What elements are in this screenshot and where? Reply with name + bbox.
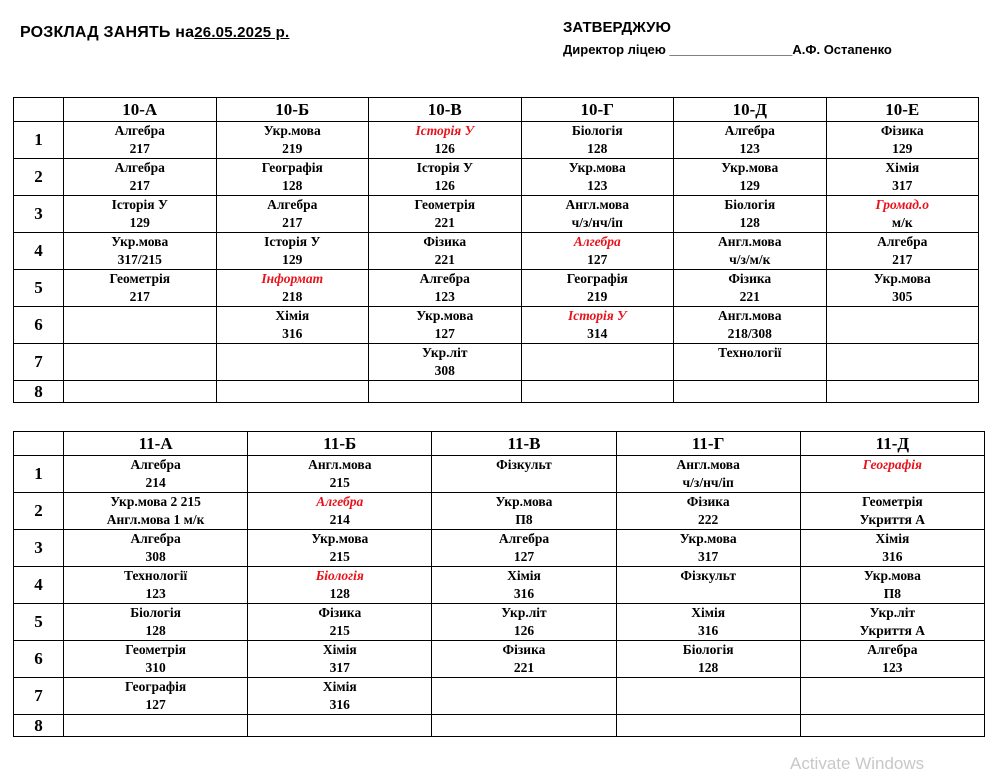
subject-name: Англ.мова — [676, 457, 740, 472]
subject-name: Хімія — [691, 605, 726, 620]
lesson-cell — [521, 307, 674, 344]
subject-name: Громад.о — [875, 197, 930, 212]
lesson-cell — [64, 641, 248, 678]
director-line — [563, 42, 892, 57]
lesson-cell — [674, 381, 827, 403]
subject-name: Хімія — [322, 642, 357, 657]
lesson-cell — [64, 715, 248, 737]
lesson-cell — [800, 530, 984, 567]
lesson-cell — [521, 196, 674, 233]
subject-name: Алгебра — [316, 494, 364, 509]
lesson-cell — [521, 381, 674, 403]
lesson-number: 5 — [14, 604, 64, 641]
lesson-cell — [432, 493, 616, 530]
approval-block — [563, 19, 892, 57]
room-number: 217 — [892, 252, 913, 267]
lesson-cell — [248, 567, 432, 604]
table-row — [14, 196, 979, 233]
lesson-cell — [826, 344, 979, 381]
lesson-cell — [432, 604, 616, 641]
subject-name: Фізика — [423, 234, 467, 249]
lesson-cell — [800, 456, 984, 493]
subject-name: Геометрія — [109, 271, 171, 286]
lesson-cell — [216, 122, 369, 159]
subject-name: Укр.мова 2 215 — [110, 494, 201, 509]
subject-name: Укр.літ — [869, 605, 916, 620]
schedule-table-10 — [13, 97, 979, 403]
director-name: А.Ф. Остапенко — [792, 42, 892, 57]
lesson-cell — [616, 715, 800, 737]
subject-name: Біологія — [682, 642, 734, 657]
room-number: 316 — [329, 697, 350, 712]
room-number: 214 — [329, 512, 350, 527]
class-header: 11-Д — [800, 432, 984, 456]
schedule-title — [20, 24, 289, 42]
table-row — [14, 530, 985, 567]
room-number: Укриття А — [859, 512, 926, 527]
subject-name: Географія — [566, 271, 628, 286]
class-header: 11-Г — [616, 432, 800, 456]
activation-watermark: Activate Windows — [790, 754, 925, 773]
subject-name: Укр.літ — [422, 345, 468, 360]
lesson-number: 1 — [14, 122, 64, 159]
room-number: 129 — [282, 252, 303, 267]
subject-name: Геометрія — [862, 494, 923, 509]
subject-name: Алгебра — [419, 271, 470, 286]
room-number: 123 — [587, 178, 608, 193]
lesson-cell — [64, 493, 248, 530]
lesson-cell — [248, 641, 432, 678]
subject-name: Біологія — [571, 123, 623, 138]
room-number: П8 — [883, 586, 901, 601]
lesson-cell — [248, 604, 432, 641]
lesson-cell — [616, 604, 800, 641]
subject-name: Алгебра — [130, 531, 181, 546]
room-number: 126 — [434, 141, 455, 156]
class-header: 10-Д — [674, 98, 827, 122]
table-body — [14, 122, 979, 403]
class-header: 11-А — [64, 432, 248, 456]
table-row — [14, 567, 985, 604]
lesson-cell — [64, 381, 217, 403]
lesson-cell — [248, 678, 432, 715]
lesson-cell — [674, 233, 827, 270]
lesson-cell — [432, 641, 616, 678]
lesson-cell — [616, 456, 800, 493]
subject-name: Технології — [718, 345, 782, 360]
room-number: 128 — [329, 586, 350, 601]
lesson-number: 4 — [14, 567, 64, 604]
subject-name: Історія У — [415, 123, 475, 138]
room-number: 305 — [892, 289, 913, 304]
table-header-row — [14, 432, 985, 456]
lesson-cell — [64, 122, 217, 159]
table-row — [14, 122, 979, 159]
subject-name: Укр.літ — [501, 605, 547, 620]
class-header: 11-Б — [248, 432, 432, 456]
subject-name: Англ.мова — [718, 234, 782, 249]
lesson-cell — [216, 344, 369, 381]
lesson-cell — [369, 196, 522, 233]
subject-name: Алгебра — [877, 234, 928, 249]
table-body — [14, 456, 985, 737]
room-number: ч/з/нч/іп — [682, 475, 734, 490]
room-number: 317 — [329, 660, 350, 675]
subject-name: Історія У — [416, 160, 473, 175]
subject-name: Алгебра — [114, 123, 165, 138]
lesson-cell — [674, 196, 827, 233]
room-number: 215 — [329, 549, 350, 564]
director-label: Директор ліцею — [563, 42, 666, 57]
room-number: 126 — [434, 178, 455, 193]
lesson-cell — [216, 159, 369, 196]
room-number: 129 — [739, 178, 760, 193]
room-number: 217 — [129, 289, 150, 304]
room-number: 308 — [145, 549, 166, 564]
room-number: 128 — [739, 215, 760, 230]
room-number: П8 — [515, 512, 533, 527]
lesson-cell — [800, 641, 984, 678]
subject-name: Алгебра — [867, 642, 918, 657]
room-number: 317/215 — [117, 252, 162, 267]
lesson-number: 3 — [14, 530, 64, 567]
lesson-cell — [616, 678, 800, 715]
class-header: 10-А — [64, 98, 217, 122]
lesson-cell — [800, 567, 984, 604]
class-header: 10-Б — [216, 98, 369, 122]
lesson-number: 6 — [14, 641, 64, 678]
lesson-cell — [64, 307, 217, 344]
lesson-cell — [369, 381, 522, 403]
subject-name: Хімія — [507, 568, 541, 583]
room-number: 316 — [513, 586, 535, 601]
table-row — [14, 381, 979, 403]
subject-name: Географія — [862, 457, 922, 472]
room-number: 123 — [882, 660, 903, 675]
lesson-cell — [826, 381, 979, 403]
room-number: м/к — [891, 215, 913, 230]
lesson-cell — [800, 678, 984, 715]
room-number: 218 — [282, 289, 303, 304]
lesson-cell — [521, 270, 674, 307]
lesson-cell — [369, 159, 522, 196]
table-header-row — [14, 98, 979, 122]
table-row — [14, 456, 985, 493]
lesson-cell — [826, 233, 979, 270]
subject-name: Фізика — [502, 642, 546, 657]
lesson-cell — [64, 604, 248, 641]
signature-line: _________________ — [669, 42, 793, 57]
room-number: 128 — [587, 141, 608, 156]
room-number: 129 — [892, 141, 913, 156]
subject-name: Алгебра — [267, 197, 318, 212]
subject-name: Англ.мова — [308, 457, 372, 472]
subject-name: Фізика — [728, 271, 772, 286]
room-number: Англ.мова 1 м/к — [106, 512, 205, 527]
lesson-cell — [826, 270, 979, 307]
lesson-cell — [826, 307, 979, 344]
lesson-cell — [369, 270, 522, 307]
lesson-cell — [616, 493, 800, 530]
lesson-number: 7 — [14, 678, 64, 715]
lesson-cell — [64, 344, 217, 381]
room-number: 217 — [129, 178, 150, 193]
subject-name: Алгебра — [114, 160, 165, 175]
room-number: 127 — [434, 326, 455, 341]
lesson-cell — [432, 530, 616, 567]
room-number: 314 — [587, 326, 608, 341]
subject-name: Хімія — [275, 308, 310, 323]
subject-name: Географія — [125, 679, 187, 694]
subject-name: Фізика — [318, 605, 362, 620]
subject-name: Біологія — [130, 605, 181, 620]
subject-name: Англ.мова — [565, 197, 629, 212]
room-number: 308 — [434, 363, 455, 378]
room-number: 219 — [282, 141, 303, 156]
lesson-number: 1 — [14, 456, 64, 493]
lesson-cell — [800, 715, 984, 737]
room-number: 217 — [282, 215, 303, 230]
schedule-date: 26.05.2025 р. — [194, 24, 290, 41]
title-prefix: РОЗКЛАД ЗАНЯТЬ на — [20, 24, 195, 41]
subject-name: Біологія — [315, 568, 364, 583]
subject-name: Інформат — [261, 271, 324, 286]
subject-name: Алгебра — [573, 234, 621, 249]
subject-name: Хімія — [875, 531, 910, 546]
room-number: ч/з/м/к — [729, 252, 771, 267]
lesson-number: 7 — [14, 344, 64, 381]
lesson-cell — [369, 307, 522, 344]
room-number: 221 — [434, 252, 455, 267]
lesson-cell — [826, 196, 979, 233]
table-row — [14, 604, 985, 641]
room-number: 221 — [513, 660, 535, 675]
table-row — [14, 233, 979, 270]
subject-name: Укр.мова — [263, 123, 321, 138]
room-number: 316 — [698, 623, 719, 638]
subject-name: Укр.мова — [873, 271, 931, 286]
subject-name: Укр.мова — [416, 308, 474, 323]
subject-name: Алгебра — [130, 457, 181, 472]
lesson-cell — [674, 270, 827, 307]
room-number: 316 — [882, 549, 903, 564]
table-row — [14, 493, 985, 530]
subject-name: Фізика — [686, 494, 730, 509]
room-number: 128 — [698, 660, 719, 675]
room-number: 127 — [513, 549, 535, 564]
subject-name: Укр.мова — [311, 531, 369, 546]
corner-cell — [14, 432, 64, 456]
table-row — [14, 270, 979, 307]
subject-name: Укр.мова — [679, 531, 737, 546]
subject-name: Геометрія — [414, 197, 476, 212]
lesson-cell — [616, 567, 800, 604]
table-row — [14, 307, 979, 344]
lesson-number: 2 — [14, 159, 64, 196]
approve-label: ЗАТВЕРДЖУЮ — [563, 19, 671, 36]
lesson-cell — [521, 122, 674, 159]
lesson-number: 8 — [14, 715, 64, 737]
lesson-number: 5 — [14, 270, 64, 307]
room-number: ч/з/нч/іп — [571, 215, 623, 230]
lesson-cell — [432, 567, 616, 604]
room-number: 128 — [145, 623, 166, 638]
room-number: 128 — [282, 178, 303, 193]
subject-name: Алгебра — [498, 531, 550, 546]
room-number: 316 — [282, 326, 303, 341]
lesson-cell — [616, 530, 800, 567]
subject-name: Геометрія — [125, 642, 186, 657]
lesson-cell — [64, 456, 248, 493]
room-number: 215 — [329, 623, 350, 638]
lesson-cell — [800, 493, 984, 530]
lesson-cell — [216, 307, 369, 344]
lesson-cell — [64, 567, 248, 604]
subject-name: Технології — [123, 568, 188, 583]
subject-name: Фізкульт — [680, 568, 736, 583]
lesson-cell — [826, 122, 979, 159]
lesson-cell — [248, 530, 432, 567]
room-number: 219 — [587, 289, 608, 304]
subject-name: Хімія — [885, 160, 920, 175]
subject-name: Географія — [261, 160, 323, 175]
lesson-cell — [369, 233, 522, 270]
lesson-number: 2 — [14, 493, 64, 530]
lesson-cell — [64, 159, 217, 196]
lesson-cell — [432, 456, 616, 493]
class-header: 10-Г — [521, 98, 674, 122]
subject-name: Укр.мова — [568, 160, 626, 175]
lesson-cell — [64, 678, 248, 715]
room-number: 218/308 — [727, 326, 772, 341]
subject-name: Біологія — [724, 197, 776, 212]
lesson-cell — [674, 122, 827, 159]
lesson-number: 3 — [14, 196, 64, 233]
subject-name: Історія У — [567, 308, 627, 323]
lesson-cell — [521, 344, 674, 381]
subject-name: Фізкульт — [496, 457, 552, 472]
lesson-cell — [432, 715, 616, 737]
subject-name: Англ.мова — [718, 308, 782, 323]
subject-name: Алгебра — [724, 123, 775, 138]
lesson-cell — [64, 196, 217, 233]
subject-name: Фізика — [880, 123, 924, 138]
lesson-cell — [521, 233, 674, 270]
lesson-cell — [216, 233, 369, 270]
lesson-cell — [64, 530, 248, 567]
lesson-cell — [248, 715, 432, 737]
table-row — [14, 641, 985, 678]
room-number: 317 — [892, 178, 913, 193]
lesson-cell — [674, 159, 827, 196]
room-number: 214 — [145, 475, 166, 490]
room-number: 127 — [145, 697, 166, 712]
room-number: 221 — [434, 215, 455, 230]
subject-name: Укр.мова — [863, 568, 921, 583]
subject-name: Укр.мова — [111, 234, 169, 249]
class-header: 10-В — [369, 98, 522, 122]
room-number: 222 — [698, 512, 719, 527]
lesson-cell — [369, 122, 522, 159]
lesson-cell — [674, 344, 827, 381]
subject-name: Історія У — [264, 234, 321, 249]
lesson-cell — [674, 307, 827, 344]
lesson-number: 8 — [14, 381, 64, 403]
lesson-cell — [216, 270, 369, 307]
lesson-cell — [369, 344, 522, 381]
room-number: 126 — [513, 623, 535, 638]
lesson-cell — [616, 641, 800, 678]
lesson-number: 6 — [14, 307, 64, 344]
lesson-cell — [521, 159, 674, 196]
room-number: 221 — [739, 289, 760, 304]
subject-name: Укр.мова — [721, 160, 779, 175]
lesson-cell — [248, 493, 432, 530]
subject-name: Укр.мова — [495, 494, 553, 509]
lesson-cell — [64, 270, 217, 307]
table-row — [14, 715, 985, 737]
room-number: 123 — [145, 586, 166, 601]
lesson-number: 4 — [14, 233, 64, 270]
corner-cell — [14, 98, 64, 122]
lesson-cell — [64, 233, 217, 270]
room-number: Укриття А — [859, 623, 926, 638]
table-row — [14, 159, 979, 196]
room-number: 217 — [129, 141, 150, 156]
lesson-cell — [826, 159, 979, 196]
schedule-table-11 — [13, 431, 985, 737]
lesson-cell — [248, 456, 432, 493]
room-number: 215 — [329, 475, 350, 490]
lesson-cell — [800, 604, 984, 641]
lesson-cell — [432, 678, 616, 715]
room-number: 123 — [434, 289, 455, 304]
table-row — [14, 344, 979, 381]
lesson-cell — [216, 196, 369, 233]
room-number: 317 — [698, 549, 719, 564]
room-number: 310 — [145, 660, 166, 675]
table-row — [14, 678, 985, 715]
subject-name: Хімія — [322, 679, 357, 694]
room-number: 127 — [587, 252, 608, 267]
lesson-cell — [216, 381, 369, 403]
class-header: 10-Е — [826, 98, 979, 122]
room-number: 123 — [739, 141, 760, 156]
class-header: 11-В — [432, 432, 616, 456]
subject-name: Історія У — [111, 197, 168, 212]
room-number: 129 — [129, 215, 150, 230]
